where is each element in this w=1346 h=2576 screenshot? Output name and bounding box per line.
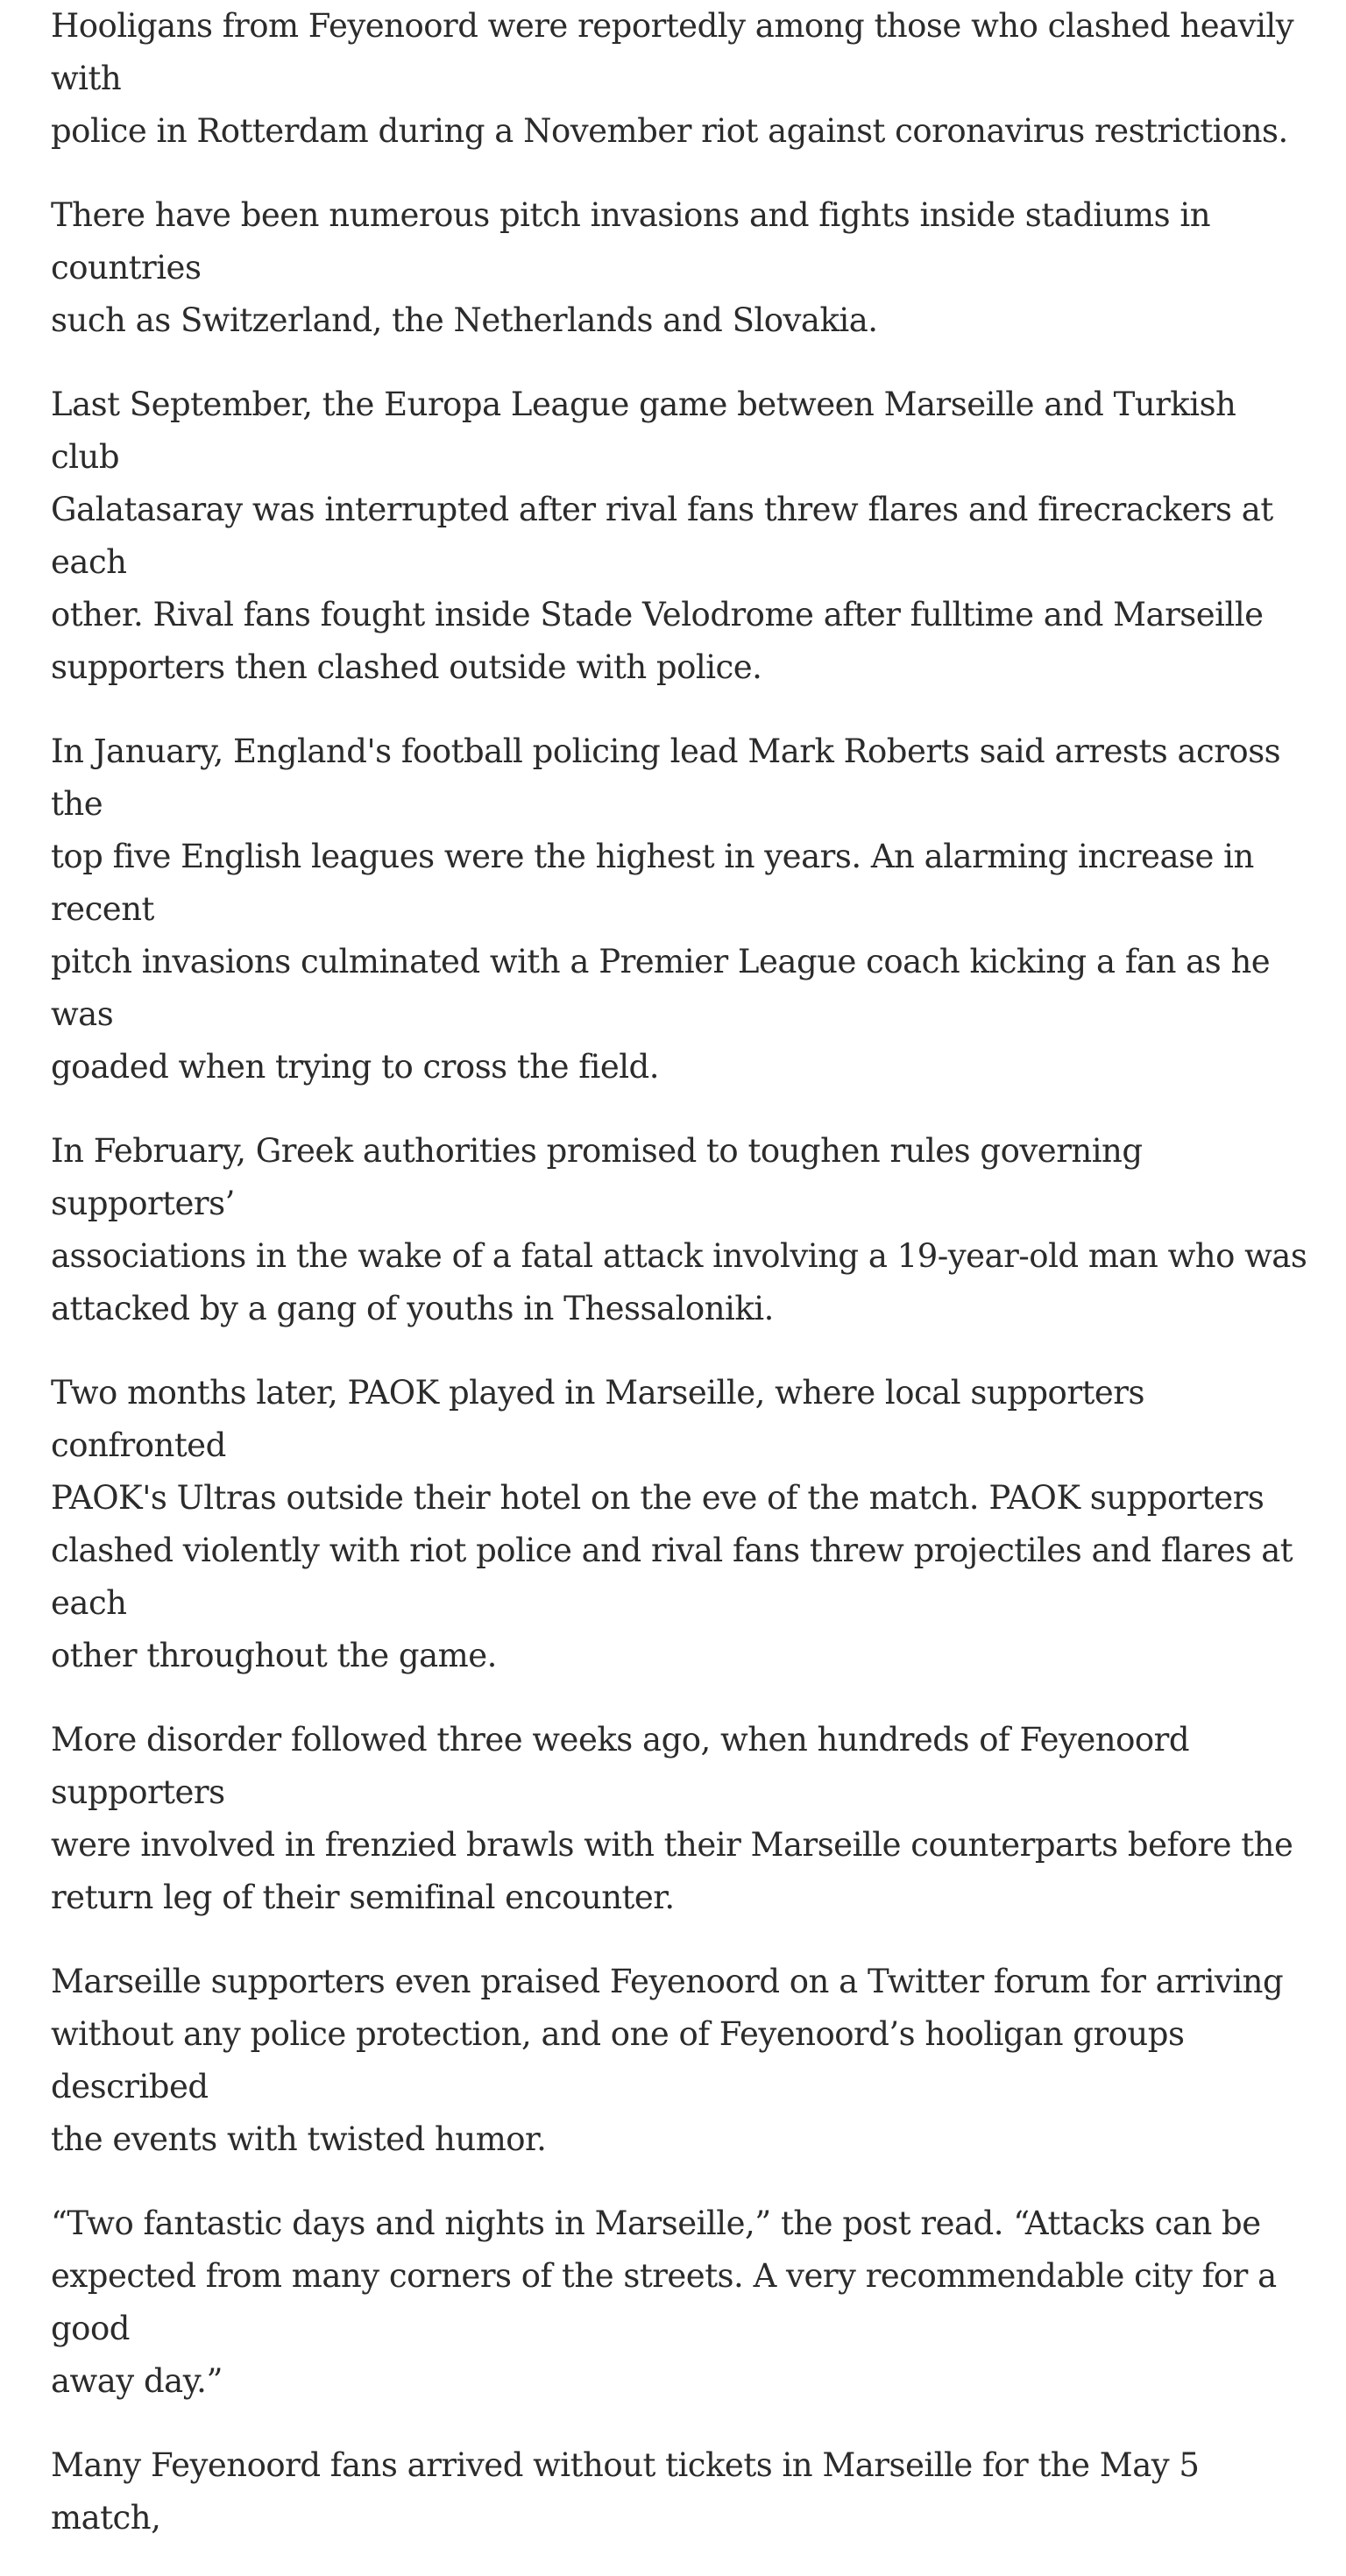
article-paragraph: In February, Greek authorities promised to toughen rules governing supporters’ associations in the wake of a fatal attack involving a 19-year-old man who was attacked by a gang of youths in Thessaloniki. <box>51 1132 1307 1327</box>
article-paragraph: Hooligans from Feyenoord were reportedly among those who clashed heavily with police in Rotterdam during a November riot against coronavirus restrictions. <box>51 7 1294 150</box>
article-paragraph: There have been numerous pitch invasions and fights inside stadiums in countries such as Switzerland, the Netherlands and Slovakia. <box>51 196 1211 339</box>
article-paragraph: In January, England's football policing lead Mark Roberts said arrests across the top five English leagues were the highest in years. An alarming increase in recent pitch invasions culminated with a Premier League coach kicking a fan as he was goaded when trying to cross the field. <box>51 732 1281 1086</box>
article-paragraph: Many Feyenoord fans arrived without tickets in Marseille for the May 5 match, <box>51 2446 1200 2537</box>
article-paragraph: Two months later, PAOK played in Marseille, where local supporters confronted PAOK's Ultras outside their hotel on the eve of the match. PAOK supporters clashed violently with riot police and rival fans threw projectiles and flares at each other throughout the game. <box>51 1374 1293 1674</box>
article-paragraph: Marseille supporters even praised Feyenoord on a Twitter forum for arriving without any police protection, and one of Feyenoord’s hooligan groups described the events with twisted humor. <box>51 1963 1284 2158</box>
article-paragraph: More disorder followed three weeks ago, when hundreds of Feyenoord supporters were involved in frenzied brawls with their Marseille counterparts before the return leg of their semifinal encounter. <box>51 1721 1293 1916</box>
article-paragraph: Last September, the Europa League game between Marseille and Turkish club Galatasaray was interrupted after rival fans threw flares and firecrackers at each other. Rival fans fought inside Stade Velodrome after fulltime and Marseille supporters then clashed outside with police. <box>51 386 1273 686</box>
article-body <box>51 0 1313 2576</box>
article-paragraph: “Two fantastic days and nights in Marseille,” the post read. “Attacks can be expected from many corners of the streets. A very recommendable city for a good away day.” <box>51 2204 1277 2400</box>
